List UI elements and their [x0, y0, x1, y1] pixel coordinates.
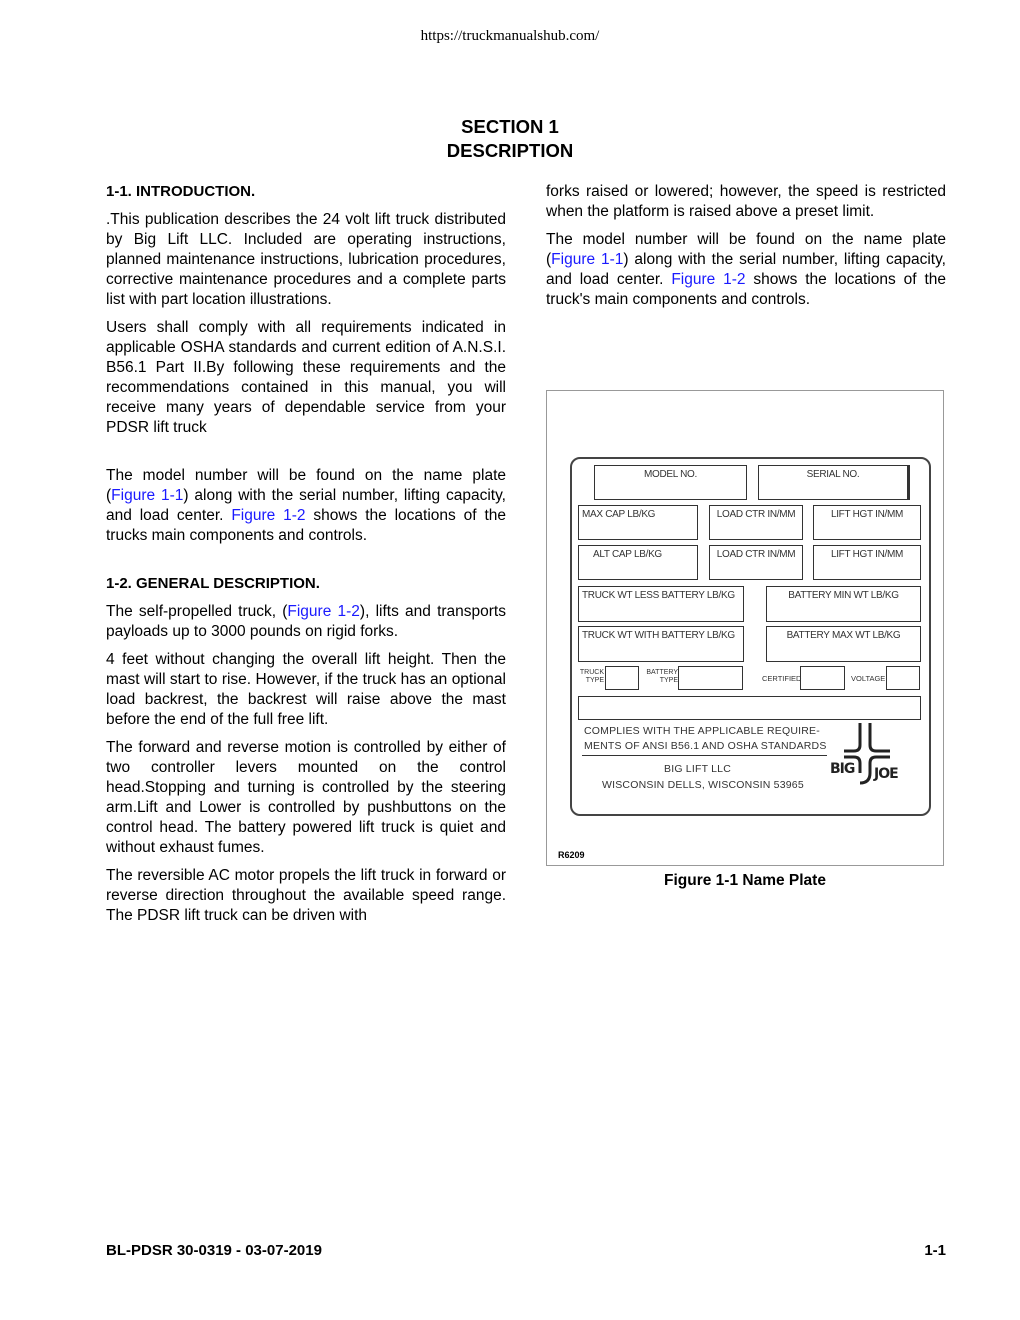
intro-paragraph-3: [106, 466, 506, 546]
max-cap-field: MAX CAP LB/KG: [578, 505, 698, 540]
continued-paragraph: forks raised or lowered; however, the speed is restricted when the platform is raised above a preset limit.: [546, 183, 946, 220]
certified-box: [800, 666, 845, 690]
logo-joe-text: JOE: [874, 766, 898, 782]
text-span: shows the locations of the trucks main components and controls.: [106, 507, 506, 544]
serial-no-field: SERIAL NO.: [758, 465, 910, 500]
load-ctr-field-2: LOAD CTR IN/MM: [709, 545, 803, 580]
heading-general-description: 1-2. GENERAL DESCRIPTION.: [106, 575, 320, 592]
section-name: DESCRIPTION: [446, 140, 574, 161]
text-span: ) along with the serial number, lifting capacity, and load center.: [106, 487, 506, 524]
section-title: [0, 115, 1020, 163]
page-number: 1-1: [924, 1242, 946, 1259]
truck-type-label-line1: TRUCK: [579, 669, 604, 676]
heading-introduction: 1-1. INTRODUCTION.: [106, 183, 256, 200]
text-span: shows the locations of the truck's main components and controls.: [546, 271, 946, 308]
figure-1-2-link[interactable]: Figure 1-2: [287, 603, 360, 620]
company-name: BIG LIFT LLC: [664, 763, 731, 775]
battery-max-wt-field: BATTERY MAX WT LB/KG: [766, 626, 921, 662]
voltage-label: VOLTAGE: [851, 674, 886, 683]
figure-1-2-link[interactable]: Figure 1-2: [671, 271, 746, 288]
figure-1-2-link[interactable]: Figure 1-2: [231, 507, 306, 524]
truck-type-box: [605, 666, 639, 690]
name-plate: [570, 457, 931, 816]
company-address: WISCONSIN DELLS, WISCONSIN 53965: [602, 779, 804, 791]
right-column: [546, 182, 946, 318]
general-paragraph-4: The reversible AC motor propels the lift truck in forward or reverse direction throughout the available speed range. The PDSR lift truck can be driven with: [106, 867, 506, 924]
battery-type-label-line1: BATTERY: [646, 669, 678, 676]
general-paragraph-1: [106, 602, 506, 642]
lift-hgt-field-1: LIFT HGT IN/MM: [813, 505, 921, 540]
battery-type-box: [678, 666, 743, 690]
intro-paragraph-2: Users shall comply with all requirements indicated in applicable OSHA standards and current edition of A.N.S.I. B56.1 Part II.By following these requirements and the recommendations contained in this manual, you will receive many years of dependable service from your PDSR lift truck: [106, 319, 506, 436]
model-no-field: MODEL NO.: [594, 465, 747, 500]
big-joe-logo: [830, 721, 910, 793]
certified-label: CERTIFIED: [762, 674, 802, 683]
battery-min-wt-field: BATTERY MIN WT LB/KG: [766, 586, 921, 622]
source-url: https://truckmanualshub.com/: [420, 28, 600, 44]
truck-type-label-line2: TYPE: [585, 677, 604, 684]
model-number-paragraph: [546, 230, 946, 310]
truck-wt-with-battery-field: TRUCK WT WITH BATTERY LB/KG: [578, 626, 744, 662]
figure-1-1-link[interactable]: Figure 1-1: [551, 251, 624, 268]
compliance-divider: [582, 755, 827, 756]
general-paragraph-3: The forward and reverse motion is controlled by either of two controller levers mounted on the control head.Stopping and turning is controlled by the steering arm.Lift and Lower is controlled by pushbuttons on the control head. The battery powered lift truck is quiet and without exhaust fumes.: [106, 739, 506, 856]
text-span: ) along with the serial number, lifting capacity, and load center.: [546, 251, 946, 288]
alt-cap-field: ALT CAP LB/KG: [578, 545, 698, 580]
section-number: SECTION 1: [461, 116, 559, 137]
logo-big-text: BIG: [830, 761, 855, 777]
left-column: [106, 182, 506, 934]
text-span: ), lifts and transports payloads up to 3000 pounds on rigid forks.: [106, 603, 506, 640]
voltage-box: [886, 666, 920, 690]
figure-1-1-link[interactable]: Figure 1-1: [111, 487, 184, 504]
text-span: The model number will be found on the name plate (: [546, 231, 946, 268]
truck-wt-less-battery-field: TRUCK WT LESS BATTERY LB/KG: [578, 586, 744, 622]
load-ctr-field-1: LOAD CTR IN/MM: [709, 505, 803, 540]
logo-mark-icon: [830, 721, 910, 793]
lift-hgt-field-2: LIFT HGT IN/MM: [813, 545, 921, 580]
general-paragraph-2: 4 feet without changing the overall lift height. Then the mast will start to rise. However, if the truck has an optional load backrest, the backrest will raise above the mast before the end of the full free lift.: [106, 651, 506, 728]
figure-caption: Figure 1-1 Name Plate: [664, 872, 826, 889]
document-id: BL-PDSR 30-0319 - 03-07-2019: [106, 1242, 322, 1259]
figure-reference-id: R6209: [558, 850, 585, 860]
blank-field: [578, 696, 921, 720]
intro-paragraph-1: .This publication describes the 24 volt lift truck distributed by Big Lift LLC. Included are operating instructions, planned maintenance instructions, lubrication procedures, corrective maintenance procedures and a complete parts list with part location illustrations.: [106, 211, 506, 308]
text-span: The model number will be found on the name plate (: [106, 467, 506, 504]
truck-type-label: [572, 669, 604, 685]
figure-1-1-frame: [546, 390, 944, 866]
battery-type-label: [640, 669, 678, 685]
compliance-line-1: COMPLIES WITH THE APPLICABLE REQUIRE-: [584, 725, 820, 737]
text-span: The self-propelled truck, (: [106, 603, 288, 620]
battery-type-label-line2: TYPE: [659, 677, 678, 684]
compliance-line-2: MENTS OF ANSI B56.1 AND OSHA STANDARDS: [584, 740, 827, 752]
